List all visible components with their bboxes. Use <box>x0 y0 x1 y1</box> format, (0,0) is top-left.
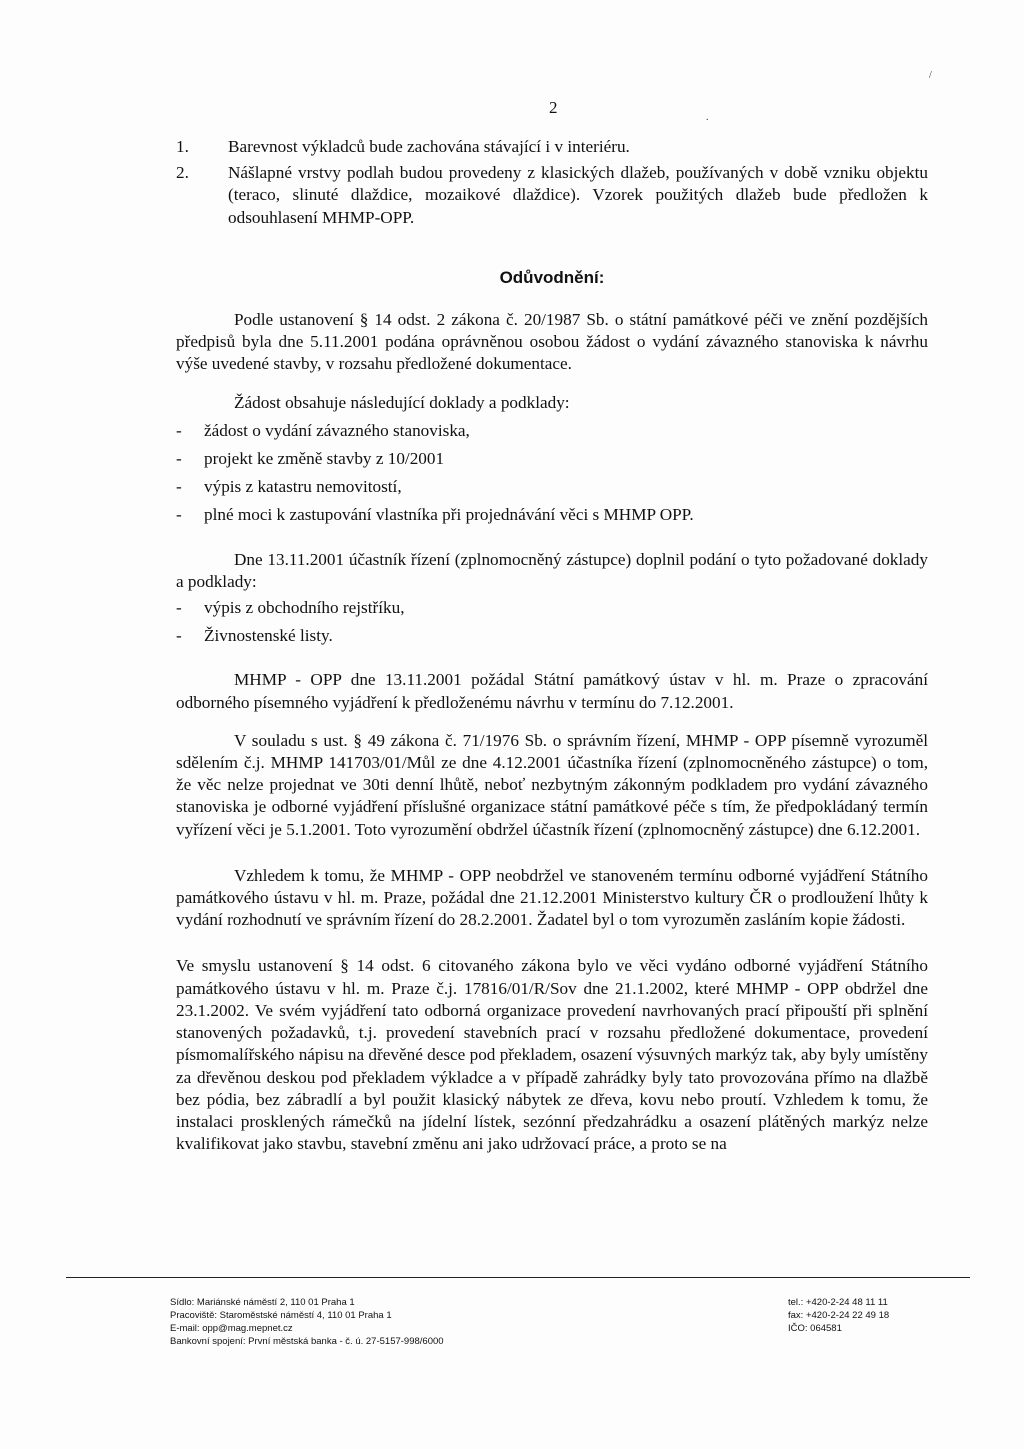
footer-ico: IČO: 064581 <box>788 1323 842 1334</box>
dash: - <box>176 420 182 440</box>
list-item-text: výpis z obchodního rejstříku, <box>204 598 405 618</box>
condition-number: 2. <box>176 163 189 183</box>
list-item-text: projekt ke změně stavby z 10/2001 <box>204 449 445 469</box>
scan-speck: / <box>929 70 932 81</box>
list-item-text: výpis z katastru nemovitostí, <box>204 477 402 497</box>
condition-item <box>176 136 928 158</box>
list-item <box>176 597 928 619</box>
paragraph: Dne 13.11.2001 účastník řízení (zplnomocněný zástupce) doplnil podání o tyto požadované doklady a podklady: <box>176 549 928 591</box>
attachment-list <box>176 420 928 527</box>
list-item <box>176 504 928 526</box>
footer-address <box>170 1296 444 1348</box>
footer-fax: fax: +420-2-24 22 49 18 <box>788 1310 890 1321</box>
condition-text: Barevnost výkladců bude zachována stávající i v interiéru. <box>228 137 630 156</box>
dash: - <box>176 477 182 497</box>
dash: - <box>176 449 182 469</box>
page-number: 2 <box>549 98 558 117</box>
list-item-text: žádost o vydání závazného stanoviska, <box>204 420 470 440</box>
footer-contact <box>788 1296 889 1335</box>
footer-divider <box>66 1277 970 1278</box>
dash: - <box>176 626 182 646</box>
paragraph: V souladu s ust. § 49 zákona č. 71/1976 Sb. o správním řízení, MHMP - OPP písemně vyrozuměl sdělením č.j. MHMP 141703/01/Můl ze dne 4.12.2001 účastníka řízení (zplnomocněného zástupce) o tom, že věc nelze projednat ve 30ti denní lhůtě, neboť nezbytným zákonným podkladem pro vydání závazného stanoviska je odborné vyjádření příslušné organizace státní památkové péče s tím, že předpokládaný termín vyřízení věci je 5.1.2001. Toto vyrozumění obdržel účastník řízení (zplnomocněný zástupce) dne 6.12.2001. <box>176 730 928 839</box>
paragraph: Vzhledem k tomu, že MHMP - OPP neobdržel ve stanoveném termínu odborné vyjádření Státního památkového ústavu v hl. m. Praze, požádal dne 21.12.2001 Ministerstvo kultury ČR o prodloužení lhůty k vydání rozhodnutí ve správním řízení do 28.2.2001. Žadatel byl o tom vyrozuměn zasláním kopie žádosti. <box>176 865 928 930</box>
condition-text: Nášlapné vrstvy podlah budou provedeny z klasických dlažeb, používaných v době vzniku objektu (teraco, slinuté dlaždice, mozaikové dlaždice). Vzorek použitých dlažeb bude předložen k odsouhlasení MHMP-OPP. <box>228 163 928 227</box>
paragraph: Podle ustanovení § 14 odst. 2 zákona č. 20/1987 Sb. o státní památkové péči ve znění pozdějších předpisů byla dne 5.11.2001 podána oprávněnou osobou žádost o vydání závazného stanoviska k návrhu výše uvedené stavby, v rozsahu předložené dokumentace. <box>176 310 928 374</box>
condition-number: 1. <box>176 137 189 156</box>
supplement-list <box>176 597 928 647</box>
paragraph: MHMP - OPP dne 13.11.2001 požádal Státní památkový ústav v hl. m. Praze o zpracování odborného písemného vyjádření k předloženému návrhu v termínu do 7.12.2001. <box>176 670 928 712</box>
dash: - <box>176 598 182 618</box>
footer-email: E-mail: opp@mag.mepnet.cz <box>170 1323 293 1334</box>
footer-line: Bankovní spojení: První městská banka - č. ú. 27-5157-998/6000 <box>170 1336 444 1347</box>
scan-speck: . <box>706 112 709 123</box>
list-item <box>176 625 928 647</box>
section-heading: Odůvodnění: <box>499 267 605 287</box>
list-item <box>176 476 928 498</box>
paragraph: Ve smyslu ustanovení § 14 odst. 6 citovaného zákona bylo ve věci vydáno odborné vyjádření Státního památkového ústavu v hl. m. Praze č.j. 17816/01/R/Sov dne 21.1.2002, které MHMP - OPP obdržel dne 23.1.2002. Ve svém vyjádření tato odborná organizace provedení navrhovaných prací připouští při splnění stanovených požadavků, t.j. provedení stavebních prací v rozsahu předložené dokumentace, provedení písmomalířského nápisu na dřevěné desce pod překladem, osazení výsuvných markýz tak, aby byly umístěny za dřevěnou deskou pod překladem výkladce a v případě zahrádky byly tato provozována přímo na dlažbě bez pódia, bez zábradlí a byl použit klasický nábytek ze dřeva, kovu nebo proutí. Vzhledem k tomu, že instalaci prosklených rámečků na jídelní lístek, sezónní předzahrádku a osazení plátěných markýz nelze kvalifikovat jako stavbu, stavební změnu ani jako udržovací práce, a proto se na <box>176 956 928 1154</box>
footer-line: Sídlo: Mariánské náměstí 2, 110 01 Praha 1 <box>170 1297 355 1308</box>
document-body <box>176 136 928 1155</box>
condition-item <box>176 162 928 229</box>
paragraph: Žádost obsahuje následující doklady a podklady: <box>234 392 570 412</box>
list-item-text: Živnostenské listy. <box>204 626 333 646</box>
list-item <box>176 420 928 442</box>
list-item <box>176 448 928 470</box>
footer-phone: tel.: +420-2-24 48 11 11 <box>788 1297 888 1308</box>
footer-line: Pracoviště: Staroměstské náměstí 4, 110 01 Praha 1 <box>170 1310 392 1321</box>
dash: - <box>176 505 182 525</box>
list-item-text: plné moci k zastupování vlastníka při projednávání věci s MHMP OPP. <box>204 505 694 525</box>
